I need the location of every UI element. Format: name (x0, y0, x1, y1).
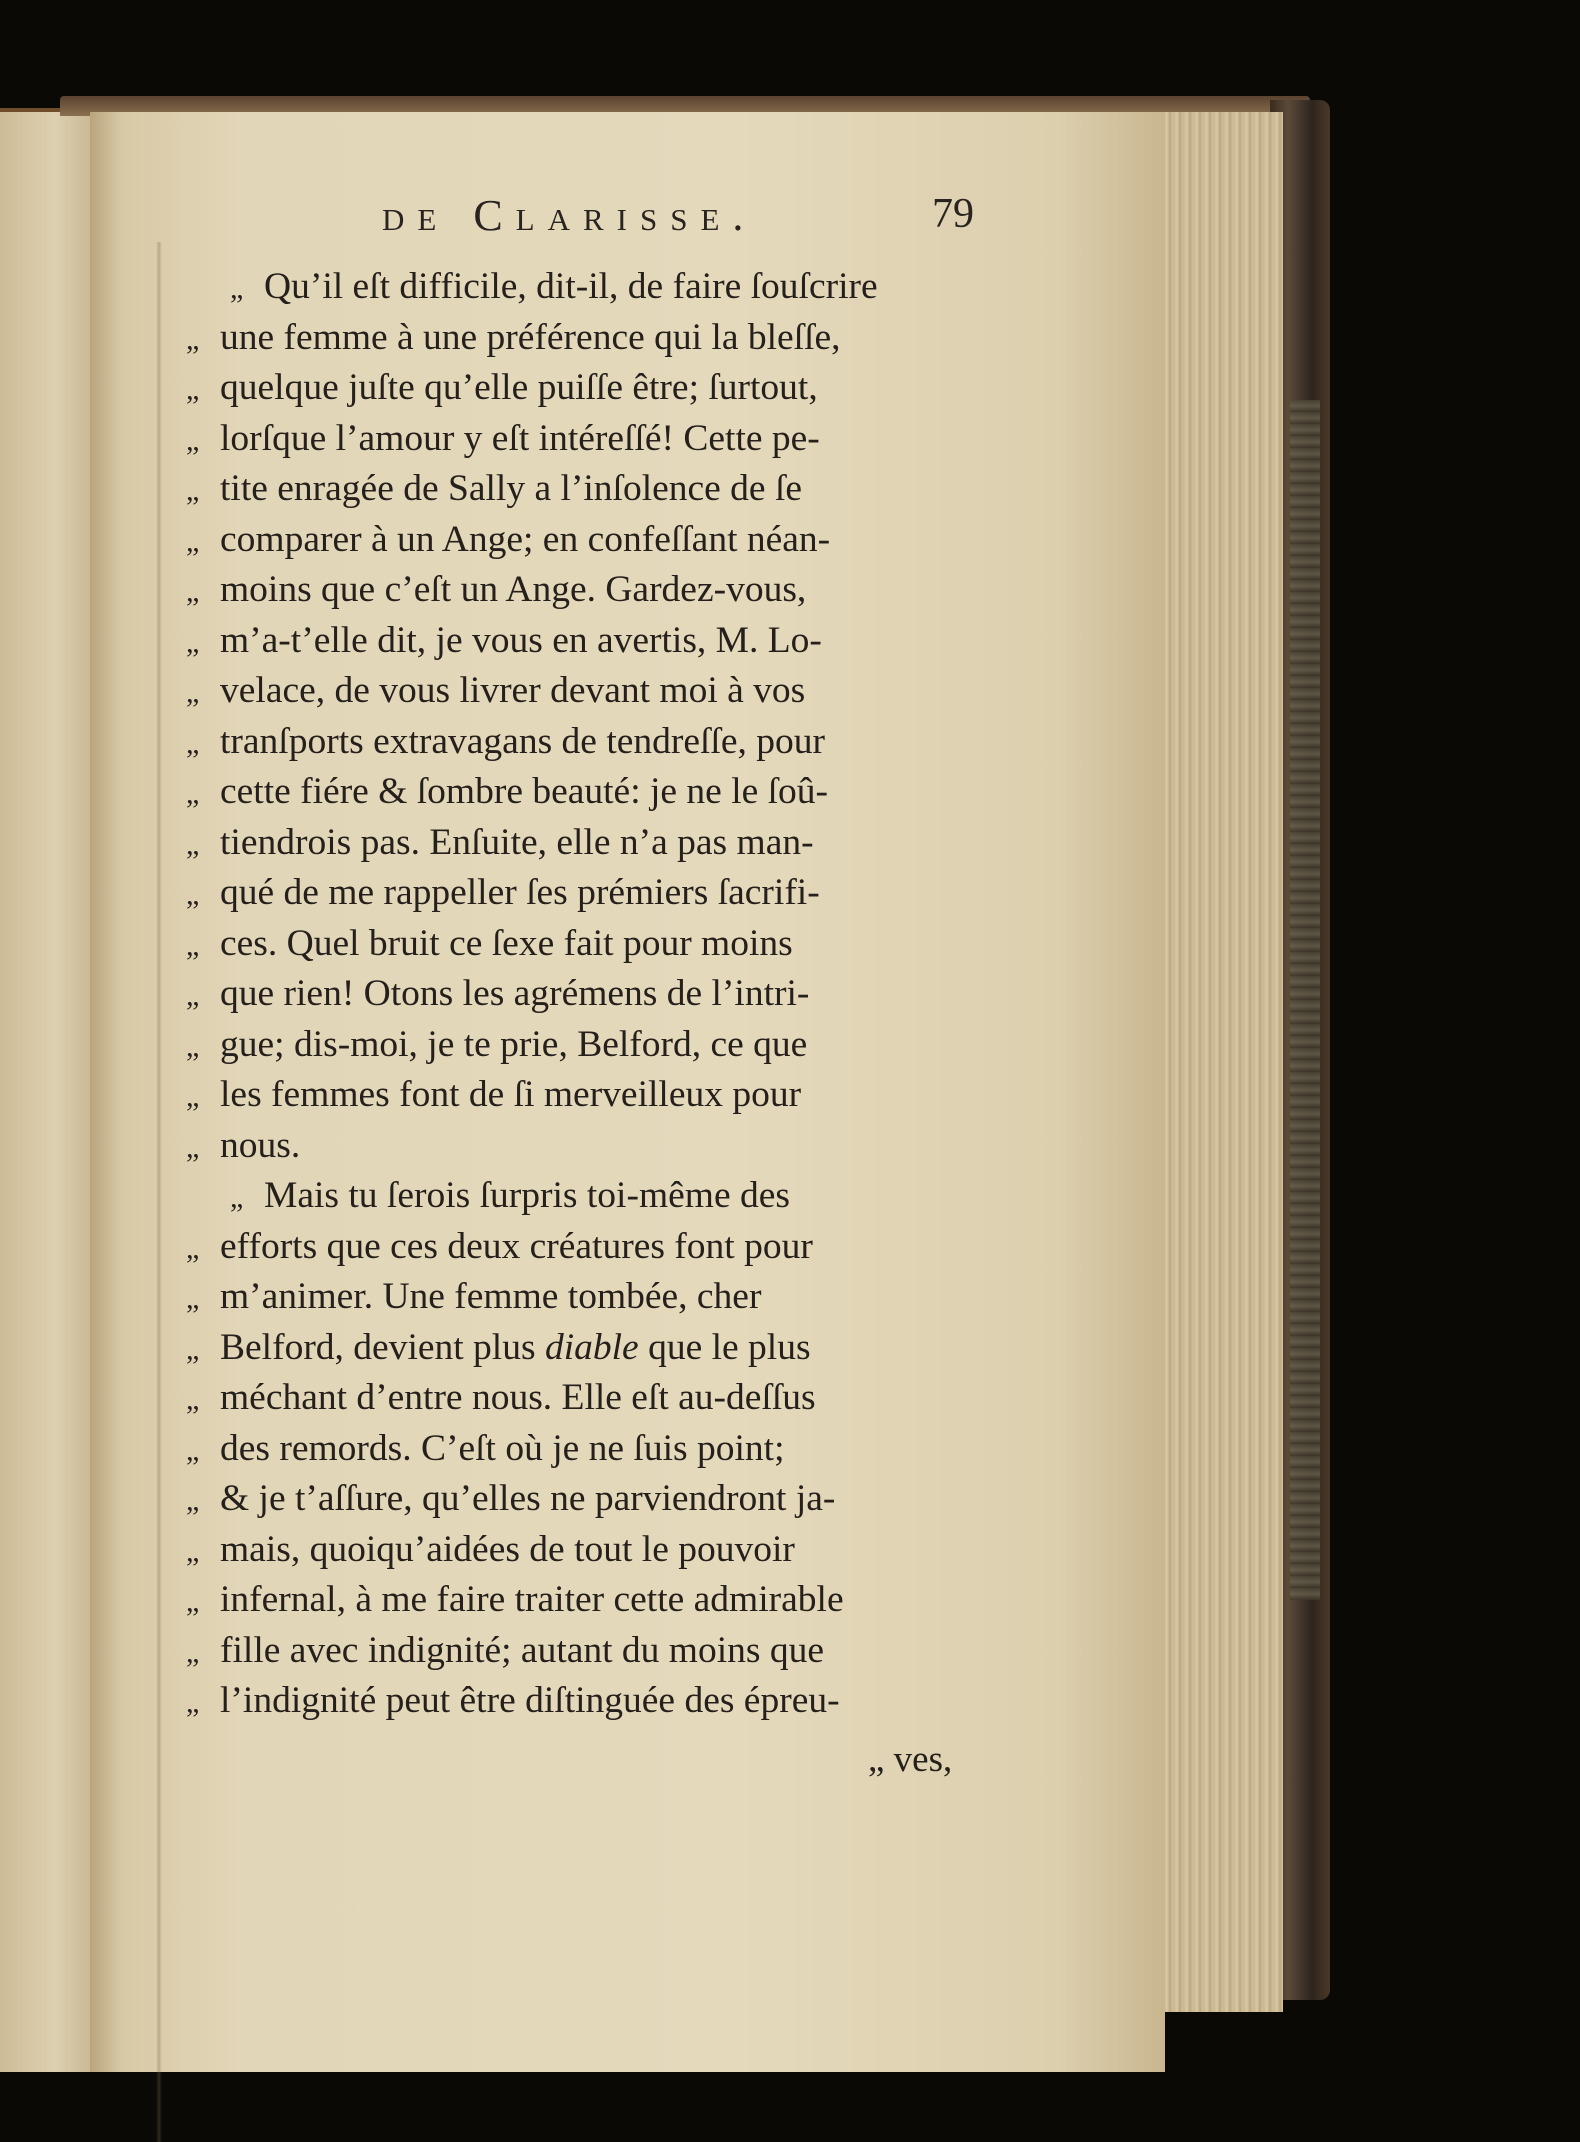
text-line: „ efforts que ces deux créatures font pour (186, 1225, 813, 1267)
text-line: „ & je t’aſſure, qu’elles ne parviendront ja- (186, 1478, 836, 1519)
page-number: 79 (932, 191, 974, 237)
page-header (382, 190, 982, 250)
text-line: „ une femme à une préférence qui la bleſſe, (186, 316, 841, 358)
text-line: „ Qu’il eſt difficile, dit-il, de faire ſouſcrire (230, 266, 878, 307)
left-page (0, 112, 90, 2072)
gutter-shadow (156, 242, 162, 2142)
text-line: „ nous. (186, 1124, 301, 1166)
text-line: „ moins que c’eſt un Ange. Gardez-vous, (186, 569, 807, 610)
text-line: „ tranſports extravagans de tendreſſe, pour (186, 720, 825, 762)
text-line: „ des remords. C’eſt où je ne ſuis point; (186, 1427, 785, 1469)
text-line: „ Belford, devient plus diable que le plus (186, 1326, 811, 1368)
text-line: „ ces. Quel bruit ce ſexe fait pour moins (186, 922, 793, 964)
text-line: „ mais, quoiqu’aidées de tout le pouvoir (186, 1528, 795, 1570)
text-line: „ Mais tu ſerois ſurpris toi-même des (230, 1175, 790, 1216)
cover-texture (1290, 400, 1320, 1600)
text-line: „ tite enragée de Sally a l’inſolence de ſe (186, 468, 803, 509)
text-line: „ lorſque l’amour y eſt intéreſſé! Cette pe- (186, 417, 820, 459)
text-line: „ quelque juſte qu’elle puiſſe être; ſurtout, (186, 367, 818, 408)
body-text (186, 262, 986, 1727)
text-line: „ fille avec indignité; autant du moins que (186, 1629, 825, 1671)
text-line: „ qué de me rappeller ſes prémiers ſacrifi- (186, 872, 820, 913)
text-line: „ comparer à un Ange; en confeſſant néan- (186, 518, 831, 560)
catchword: „ ves, (868, 1739, 953, 1780)
text-line: „ velace, de vous livrer devant moi à vos (186, 670, 806, 711)
page-stack-edges (1160, 112, 1283, 2012)
text-line: „ cette fiére & ſombre beauté: je ne le ſoû- (186, 771, 829, 812)
running-title: de Clarisse. (382, 191, 757, 240)
text-line: „ méchant d’entre nous. Elle eſt au-deſſus (186, 1377, 816, 1418)
text-line: „ m’animer. Une femme tombée, cher (186, 1276, 762, 1317)
text-line: „ l’indignité peut être diſtinguée des épreu- (186, 1680, 840, 1721)
text-line: „ infernal, à me faire traiter cette admirable (186, 1579, 844, 1620)
text-line: „ m’a-t’elle dit, je vous en avertis, M. Lo- (186, 619, 822, 661)
text-line: „ que rien! Otons les agrémens de l’intri- (186, 973, 810, 1014)
text-line: „ tiendrois pas. Enſuite, elle n’a pas man- (186, 821, 814, 863)
text-line: „ les femmes font de ſi merveilleux pour (186, 1074, 802, 1115)
text-line: „ gue; dis-moi, je te prie, Belford, ce que (186, 1023, 808, 1065)
